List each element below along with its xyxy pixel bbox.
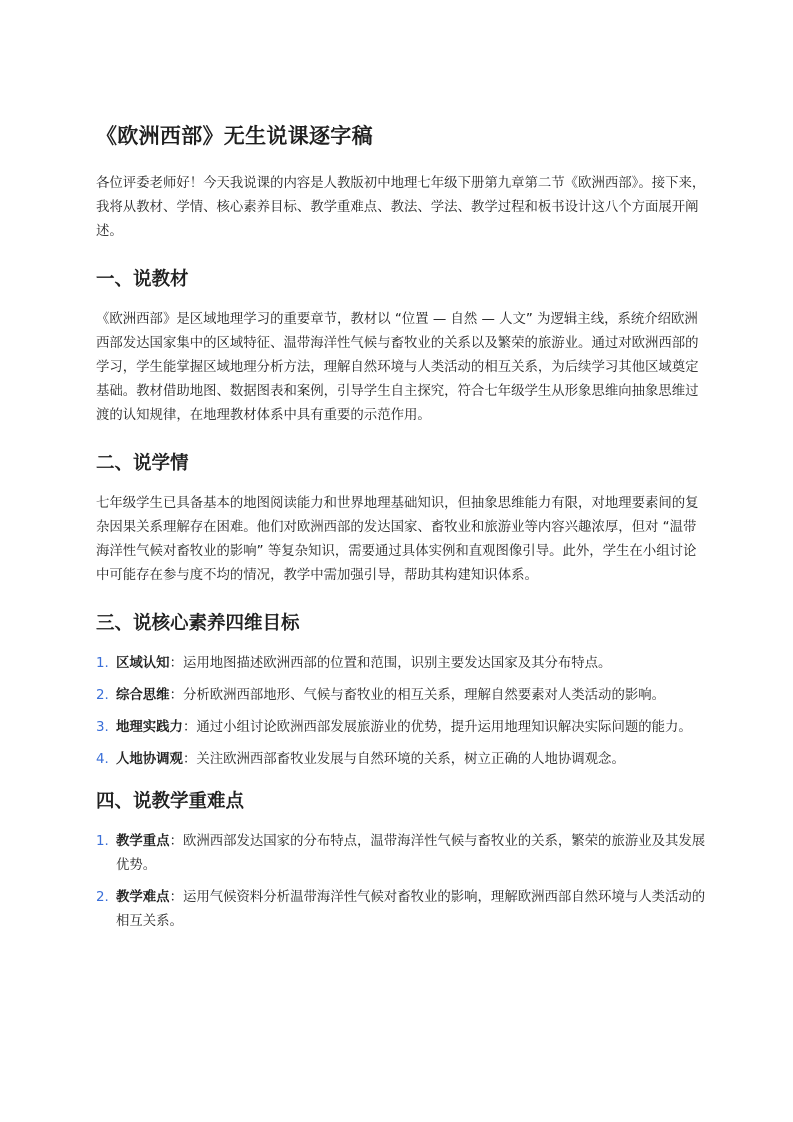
list-text: 运用气候资料分析温带海洋性气候对畜牧业的影响，理解欧洲西部自然环境与人类活动的相互关系。 — [116, 890, 706, 929]
list-item — [96, 716, 708, 740]
list-term: 教学难点 — [116, 890, 170, 905]
list-separator: ： — [169, 890, 183, 905]
list-text: 关注欧洲西部畜牧业发展与自然环境的关系，树立正确的人地协调观念。 — [196, 752, 625, 767]
objectives-list — [96, 652, 708, 772]
section-heading-learners: 二、说学情 — [96, 453, 189, 474]
section-body-learners: 七年级学生已具备基本的地图阅读能力和世界地理基础知识，但抽象思维能力有限，对地理要素间的复杂因果关系理解存在困难。他们对欧洲西部的发达国家、畜牧业和旅游业等内容兴趣浓厚，但对 “温带海洋性气候对畜牧业的影响” 等复杂知识，需要通过具体实例和直观图像引导。此外，学生在小组讨论中可能存在参与度不均的情况，教学中需加强引导，帮助其构建知识体系。 — [96, 496, 699, 583]
list-text: 运用地图描述欧洲西部的位置和范围，识别主要发达国家及其分布特点。 — [182, 656, 612, 671]
list-separator: ： — [169, 656, 183, 671]
list-number: 2. — [96, 688, 109, 703]
list-separator: ： — [169, 688, 183, 703]
list-text: 欧洲西部发达国家的分布特点，温带海洋性气候与畜牧业的关系，繁荣的旅游业及其发展优势。 — [116, 834, 706, 873]
list-term: 人地协调观 — [116, 752, 183, 767]
document-title: 《欧洲西部》无生说课逐字稿 — [96, 124, 373, 148]
intro-paragraph: 各位评委老师好！今天我说课的内容是人教版初中地理七年级下册第九章第二节《欧洲西部》。接下来，我将从教材、学情、核心素养目标、教学重难点、教法、学法、教学过程和板书设计这八个方面展开阐述。 — [96, 176, 706, 239]
list-text: 分析欧洲西部地形、气候与畜牧业的相互关系，理解自然要素对人类活动的影响。 — [182, 688, 666, 703]
list-item — [96, 748, 708, 772]
section-heading-objectives: 三、说核心素养四维目标 — [96, 613, 300, 634]
list-item — [96, 684, 708, 708]
section-body-textbook: 《欧洲西部》是区域地理学习的重要章节，教材以 “位置 — 自然 — 人文” 为逻辑主线，系统介绍欧洲西部发达国家集中的区域特征、温带海洋性气候与畜牧业的关系以及繁荣的旅游业。通过对欧洲西部的学习，学生能掌握区域地理分析方法，理解自然环境与人类活动的相互关系，为后续学习其他区域奠定基础。教材借助地图、数据图表和案例，引导学生自主探究，符合七年级学生从形象思维向抽象思维过渡的认知规律，在地理教材体系中具有重要的示范作用。 — [96, 312, 699, 423]
list-separator: ： — [169, 834, 183, 849]
section-heading-textbook: 一、说教材 — [96, 269, 189, 290]
list-number: 4. — [96, 752, 109, 767]
list-term: 综合思维 — [116, 688, 170, 703]
list-text: 通过小组讨论欧洲西部发展旅游业的优势，提升运用地理知识解决实际问题的能力。 — [196, 720, 692, 735]
list-item — [96, 830, 708, 878]
list-term: 区域认知 — [116, 656, 170, 671]
list-number: 3. — [96, 720, 109, 735]
document-page — [96, 120, 708, 948]
list-number: 1. — [96, 656, 109, 671]
section-heading-key-points: 四、说教学重难点 — [96, 791, 245, 812]
list-separator: ： — [182, 752, 197, 767]
list-item — [96, 886, 708, 934]
list-separator: ： — [182, 720, 197, 735]
list-term: 地理实践力 — [116, 720, 183, 735]
key-points-list — [96, 830, 708, 934]
list-term: 教学重点 — [116, 834, 170, 849]
list-number: 2. — [96, 890, 109, 905]
list-number: 1. — [96, 834, 109, 849]
list-item — [96, 652, 708, 676]
